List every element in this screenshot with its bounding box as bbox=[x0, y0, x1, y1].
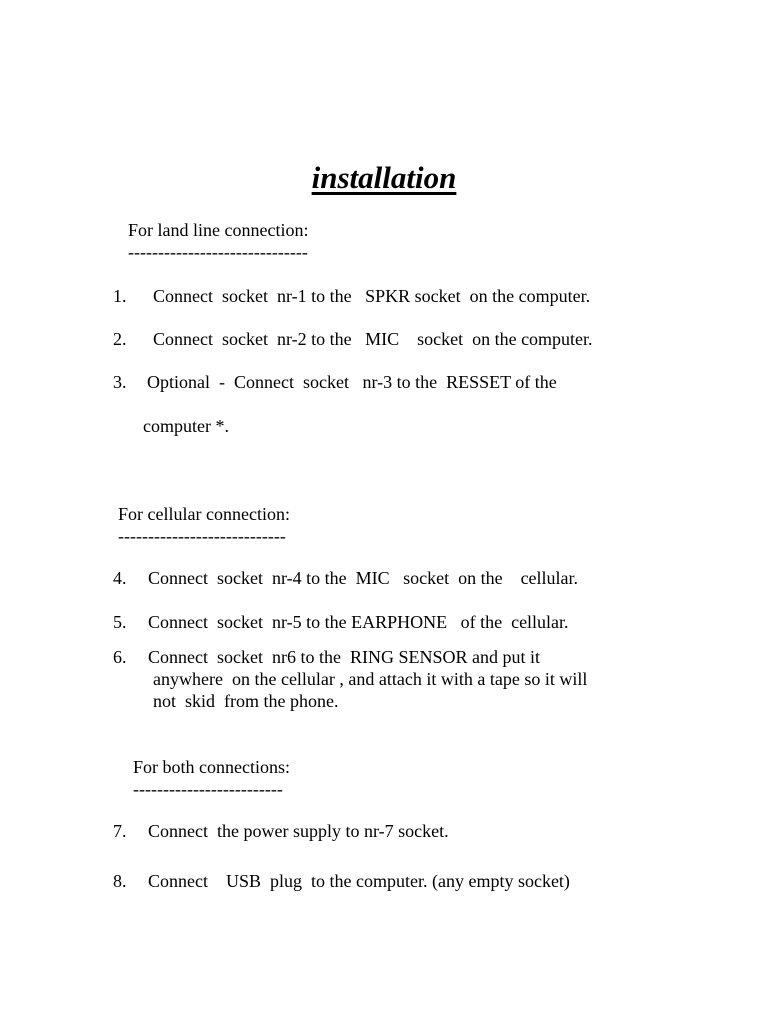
item-text: Connect the power supply to nr-7 socket. bbox=[148, 821, 449, 841]
item-continuation: computer *. bbox=[143, 416, 229, 436]
item-number: 3. bbox=[113, 372, 127, 392]
heading-underline: ---------------------------- bbox=[118, 526, 286, 546]
item-text: Connect USB plug to the computer. (any empty socket) bbox=[148, 871, 570, 891]
item-number: 5. bbox=[113, 612, 127, 632]
item-number: 7. bbox=[113, 821, 127, 841]
item-text: Connect socket nr-2 to the MIC socket on the computer. bbox=[153, 329, 593, 349]
section-heading: For both connections: bbox=[133, 757, 290, 777]
section-heading: For cellular connection: bbox=[118, 504, 290, 524]
item-text: Connect socket nr-1 to the SPKR socket on the computer. bbox=[153, 286, 591, 306]
page-title: installation bbox=[311, 160, 457, 195]
item-text: Connect socket nr6 to the RING SENSOR and put it bbox=[148, 647, 540, 667]
item-continuation: anywhere on the cellular , and attach it with a tape so it will bbox=[153, 669, 588, 689]
item-number: 4. bbox=[113, 568, 127, 588]
item-text: Optional - Connect socket nr-3 to the RESSET of the bbox=[147, 372, 557, 392]
item-continuation: not skid from the phone. bbox=[153, 691, 339, 711]
section-heading: For land line connection: bbox=[128, 220, 309, 240]
heading-underline: ------------------------- bbox=[133, 779, 283, 799]
item-text: Connect socket nr-4 to the MIC socket on the cellular. bbox=[148, 568, 579, 588]
item-number: 6. bbox=[113, 647, 127, 667]
heading-underline: ------------------------------ bbox=[128, 242, 308, 262]
item-text: Connect socket nr-5 to the EARPHONE of the cellular. bbox=[148, 612, 569, 632]
item-number: 2. bbox=[113, 329, 127, 349]
item-number: 1. bbox=[113, 286, 127, 306]
item-number: 8. bbox=[113, 871, 127, 891]
